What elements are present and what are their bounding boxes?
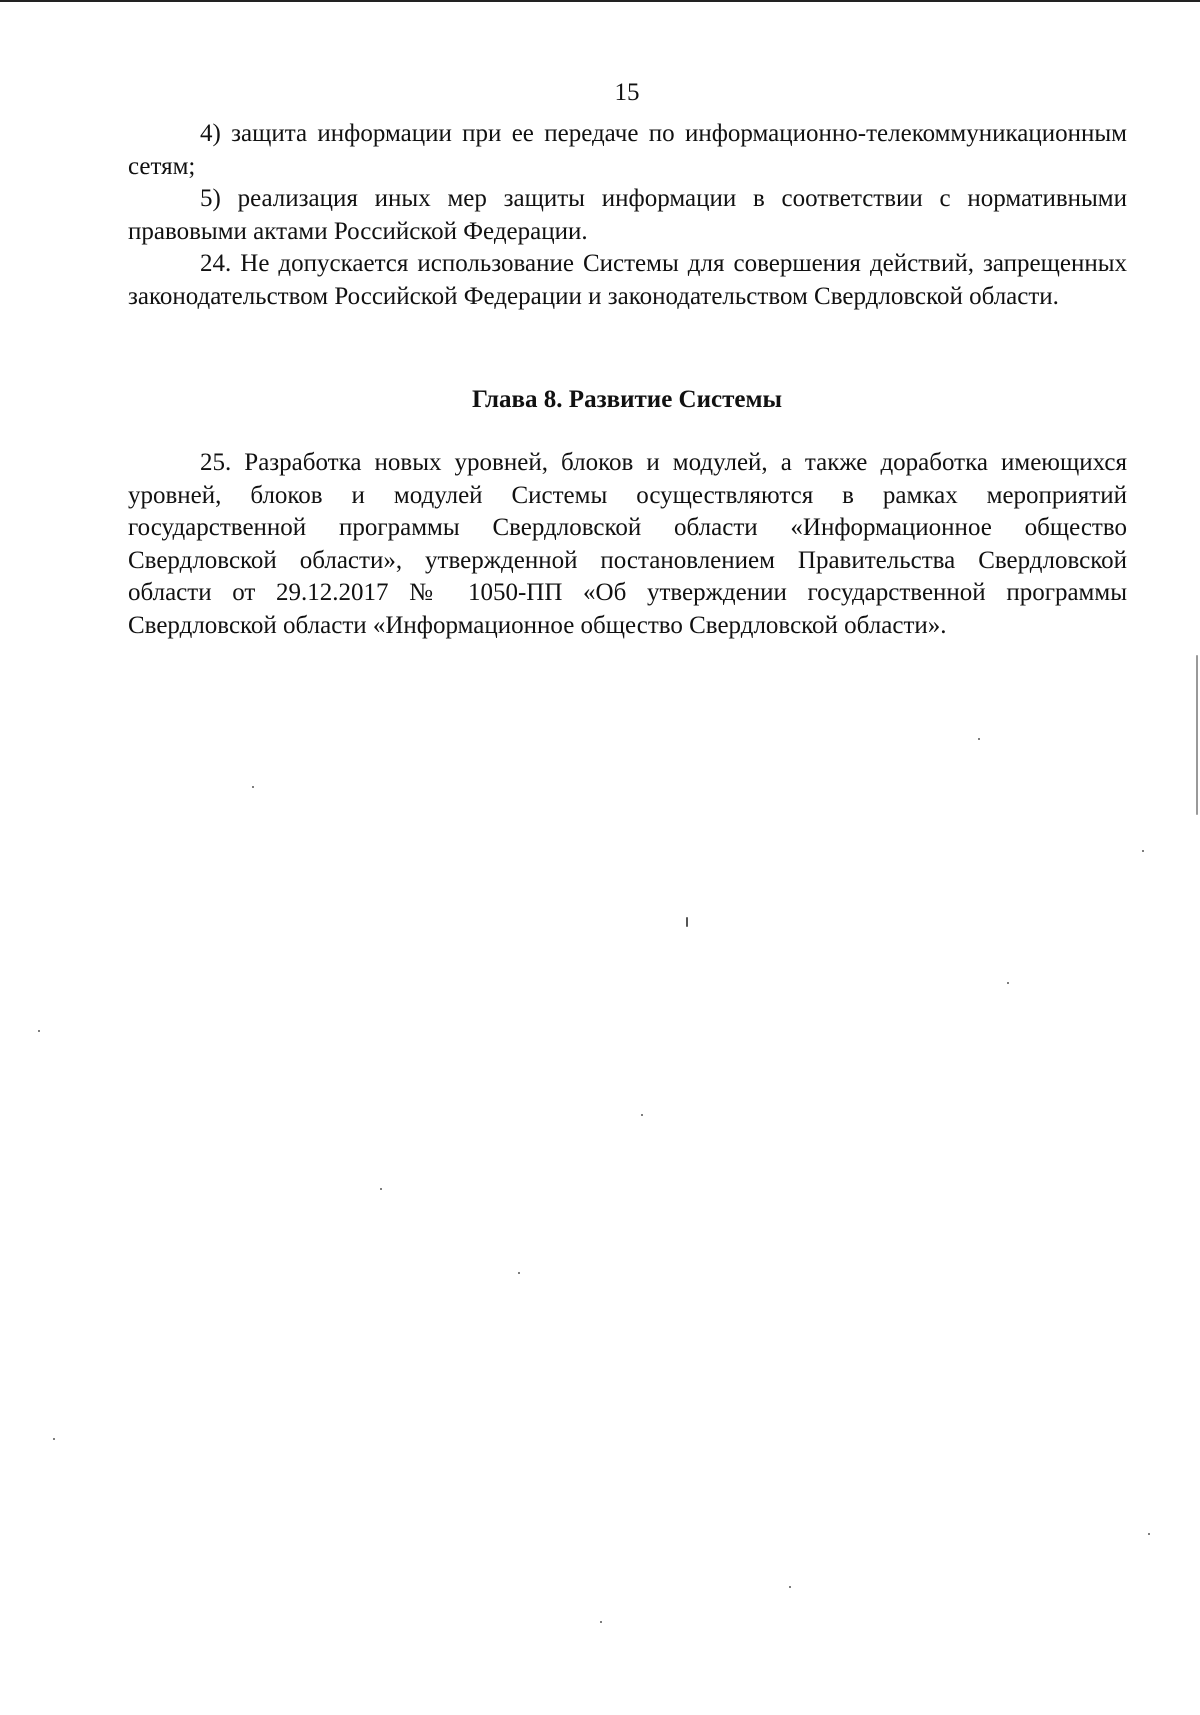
scan-speck [789,1586,791,1588]
scan-speck [1142,850,1144,852]
scan-speck [1007,982,1009,984]
scan-speck [641,1114,643,1116]
scan-speck [600,1621,602,1623]
chapter-heading: Глава 8. Развитие Системы [471,386,783,413]
scan-speck [38,1030,40,1032]
scan-speck [53,1438,55,1440]
scan-speck [518,1272,520,1274]
scan-speck [686,917,688,927]
scan-speck [978,738,980,740]
body-text-bottom [128,447,1127,642]
scan-speck [1196,655,1198,815]
page-number: 15 [614,79,640,106]
scan-speck [380,1188,382,1190]
body-text-top [128,118,1127,313]
paragraph-25: 25. Разработка новых уровней, блоков и модулей, а также доработка имеющихся уровней, блоков и модулей Системы осуществляются в рамках мероприятий государственной программы Свердловской области «Информационное общество Свердловской области», утвержденной постановлением Правительства Свердловской области от 29.12.2017 № 1050-ПП «Об утверждении государственной программы Свердловской области «Информационное общество Свердловской области». [128,449,1127,639]
paragraph-24: 24. Не допускается использование Системы для совершения действий, запрещенных законодательством Российской Федерации и законодательством Свердловской области. [128,250,1127,310]
scan-speck [1148,1533,1150,1535]
paragraph-item-4: 4) защита информации при ее передаче по информационно-телекоммуникационным сетям; [128,120,1127,180]
paragraph-item-5: 5) реализация иных мер защиты информации в соответствии с нормативными правовыми актами Российской Федерации. [128,185,1127,245]
scan-speck [252,786,254,788]
scan-top-edge [0,0,1200,2]
